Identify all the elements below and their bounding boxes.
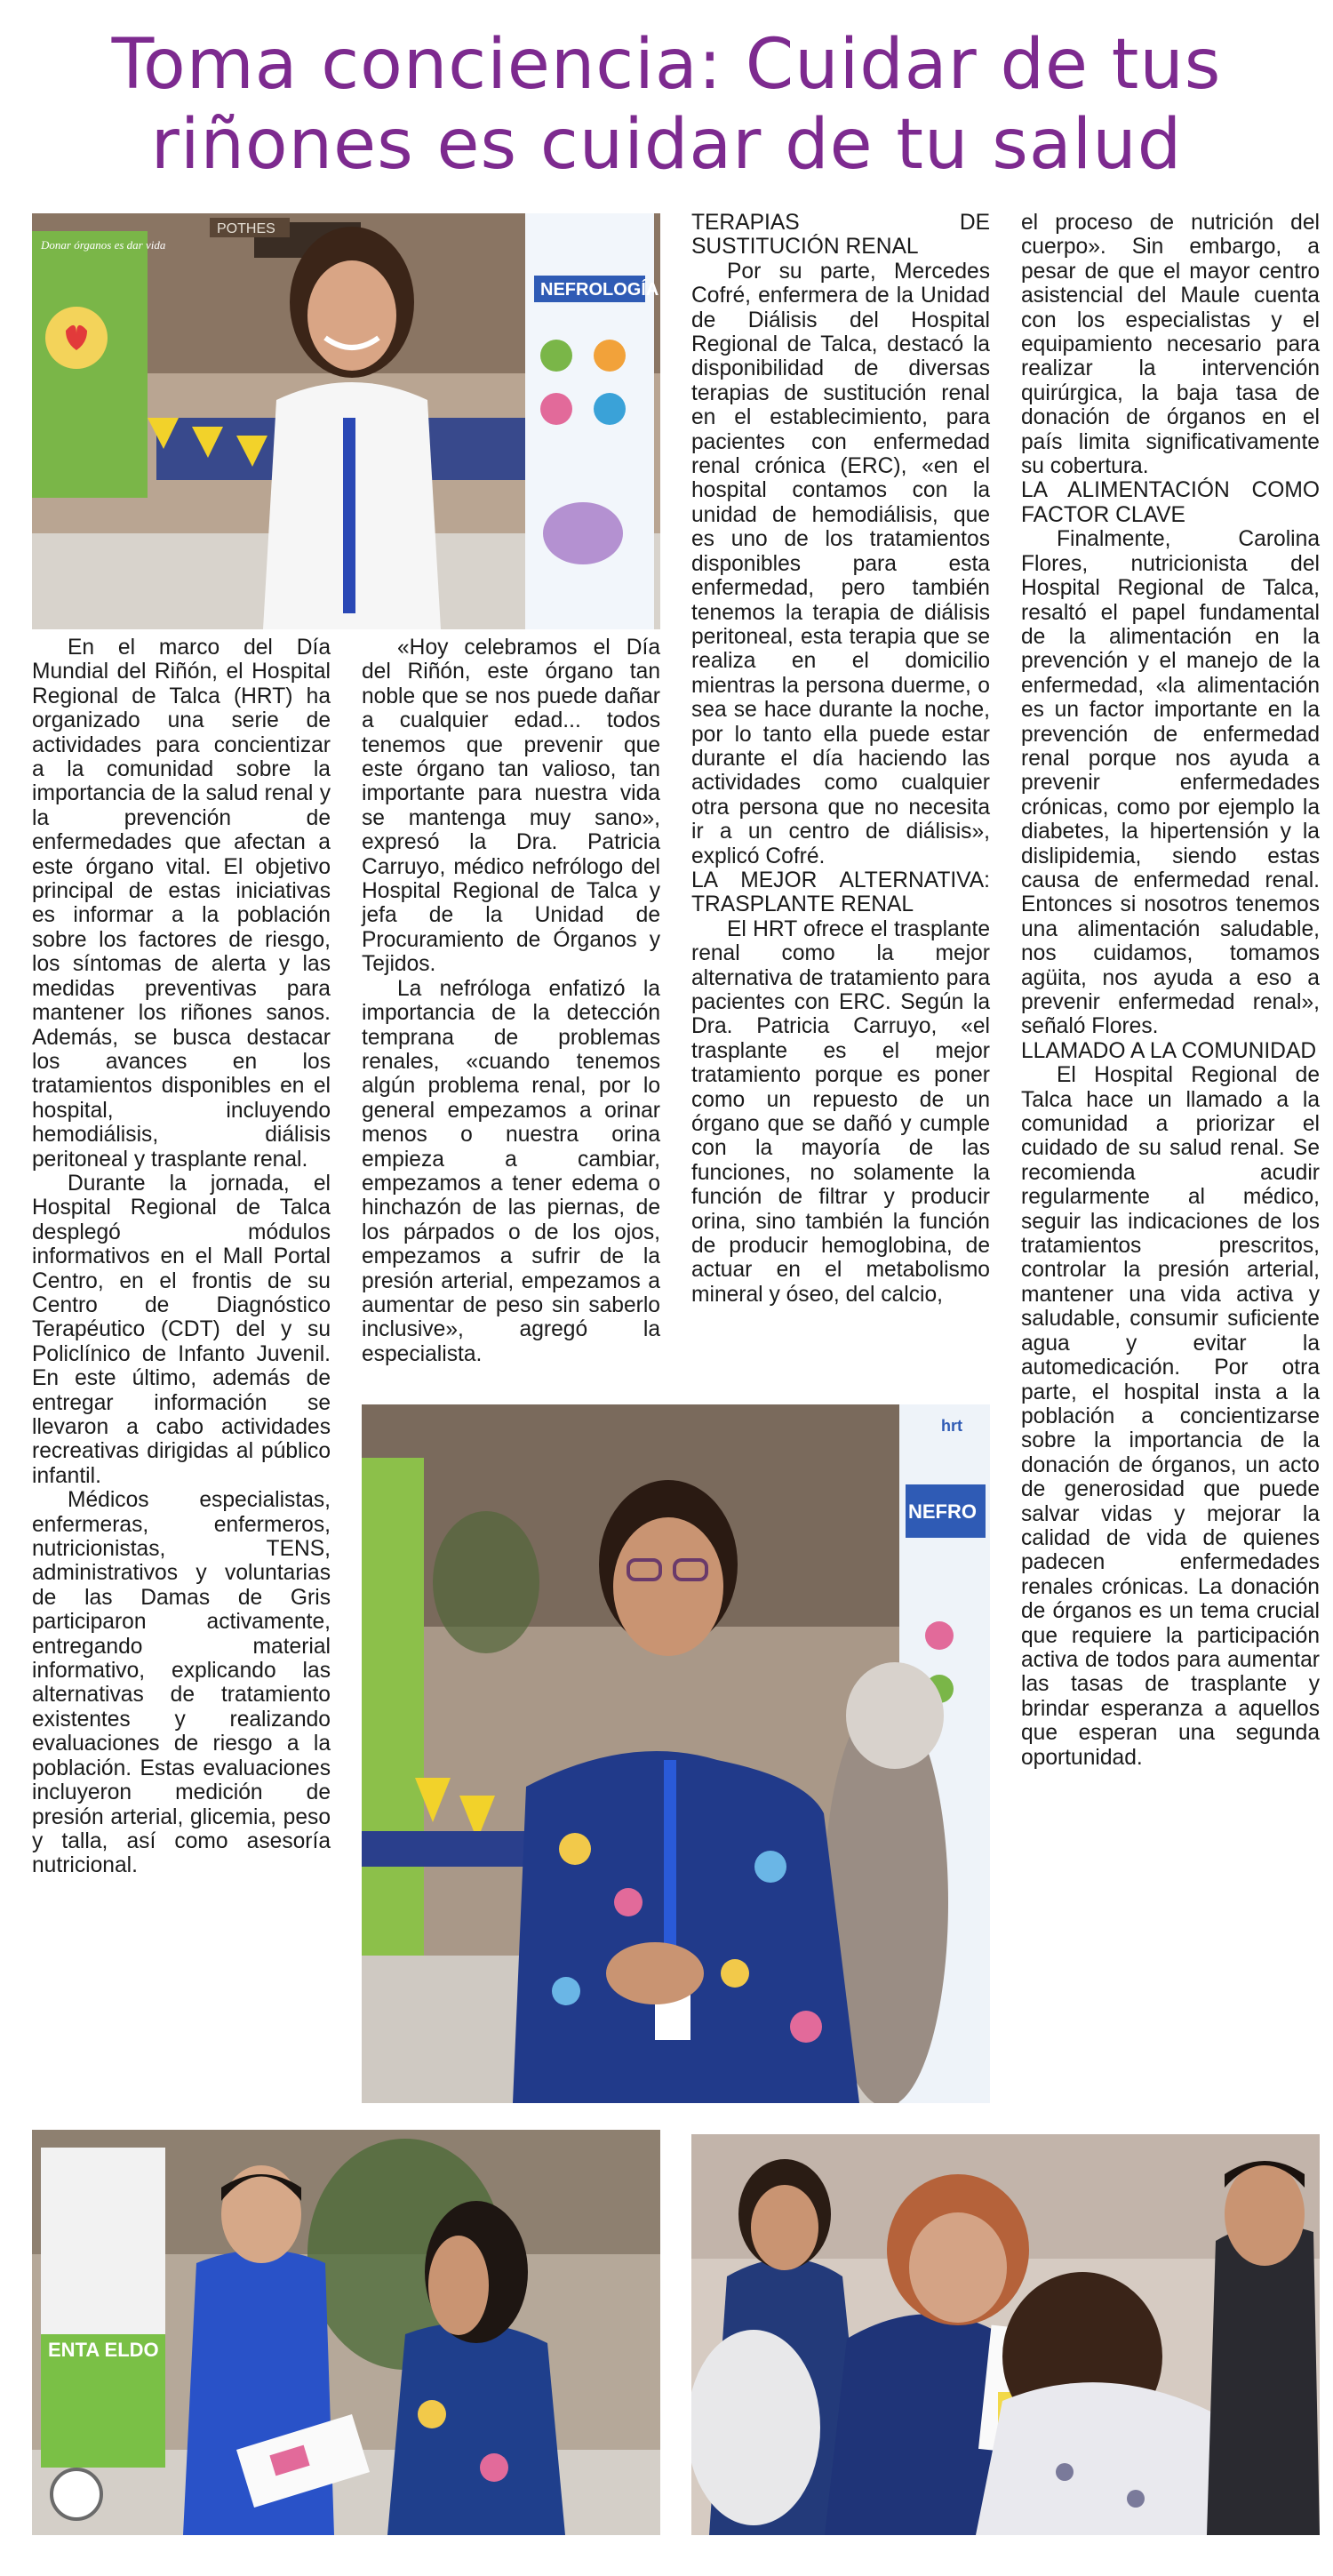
col1-paragraph-3: Médicos especialistas, enfermeras, enfermeros, nutricionistas, TENS, administrativos y voluntarias de las Damas de Gris participaron activamente, entregando material informativo, explicando las alternativas de tratamiento existentes y realizando evaluaciones de riesgo a la población. Estas evaluaciones incluyeron medición de presión arterial, glicemia, peso y talla, así como asesoría nutricional. bbox=[32, 1488, 331, 1878]
store-sign-text: POTHES bbox=[217, 221, 275, 236]
hrt-logo-text: hrt bbox=[941, 1417, 962, 1435]
photo-doctor-white-coat bbox=[32, 213, 660, 629]
headline bbox=[0, 25, 1333, 185]
col3-paragraph-1: Por su parte, Mercedes Cofré, enfermera de la Unidad de Diálisis del Hospital Regional de Talca, destacó la disponibilidad de diversas terapias de sustitución renal en el establecimiento, para pacientes con enfermedad renal crónica (ERC), «en el hospital contamos con la unidad de hemodiálisis, que es uno de los tratamientos disponibles para esta enfermedad, pero también tenemos la terapia de diálisis peritoneal, esta terapia que se realiza en el domicilio mientras la persona duerme, o sea se hace durante la noche, por lo tanto ella puede estar durante el día haciendo las actividades como cualquier otra persona que no necesita ir a un centro de diálisis», explicó Cofré. bbox=[691, 259, 990, 868]
col4-paragraph-2: El Hospital Regional de Talca hace un llamado a la comunidad a priorizar el cuidado de su salud renal. Se recomienda acudir regularmente al médico, seguir las indicaciones de los tratamientos prescritos, controlar la presión arterial, mantener una vida activa y saludable, consumir suficiente agua y evitar la automedicación. Por otra parte, el hospital insta a la población a concientizarse sobre la importancia de la donación de órganos, un acto de generosidad que puede salvar vidas y mejorar la calidad de vida de quienes padecen enfermedades renales crónicas. La donación de órganos es un tema crucial que requiere la participación activa de todos para aumentar las tasas de trasplante y brindar esperanza a aquellos que esperan una segunda oportunidad. bbox=[1021, 1063, 1320, 1770]
col2-paragraph-2: La nefróloga enfatizó la importancia de la detección temprana de problemas renales, «cuando tenemos algún problema renal, por lo general empezamos a orinar menos o nuestra orina empieza a cambiar, empezamos a tener edema o hinchazón de las piernas, de los párpados o de los ojos, empezamos a sufrir de la presión arterial, empezamos a aumentar de peso sin saberlo inclusive», agregó la especialista. bbox=[362, 976, 660, 1366]
col1-paragraph-1: En el marco del Día Mundial del Riñón, el Hospital Regional de Talca (HRT) ha organizado una serie de actividades para concientizar a la comunidad sobre la importancia de la salud renal y la prevención de enfermedades que afectan a este órgano vital. El objetivo principal de estas iniciativas es informar a la población sobre los factores de riesgo, los síntomas de alerta y las medidas preventivas para mantener los riñones sanos. Además, se busca destacar los avances en los tratamientos disponibles en el hospital, incluyendo hemodiálisis, diálisis peritoneal y trasplante renal. bbox=[32, 636, 331, 1172]
article-column-1 bbox=[32, 636, 331, 1878]
col4-paragraph-0: el proceso de nutrición del cuerpo». Sin embargo, a pesar de que el mayor centro asistencial del Maule cuenta con los especialistas y el equipamiento necesario para realizar la intervención quirúrgica, la baja tasa de donación de órganos en el país limita significativamente su cobertura. bbox=[1021, 211, 1320, 479]
photo-young-man-brochure bbox=[32, 2130, 660, 2535]
col4-subhead-2: LLAMADO A LA COMUNIDAD bbox=[1021, 1038, 1317, 1063]
cart-sign-text: ENTA ELDO bbox=[48, 2339, 159, 2361]
col3-subhead-2: LA MEJOR ALTERNATIVA: TRASPLANTE RENAL bbox=[691, 868, 990, 917]
nephrology-banner-text: NEFRO bbox=[908, 1500, 977, 1523]
col3-subhead-1: TERAPIAS DE SUSTITUCIÓN RENAL bbox=[691, 211, 990, 260]
photo-staff-attending-visitor bbox=[691, 2134, 1320, 2535]
donation-panel-text: Donar órganos es dar vida bbox=[41, 238, 166, 252]
col3-paragraph-2: El HRT ofrece el trasplante renal como la mejor alternativa de tratamiento para pacientes con ERC. Según la Dra. Patricia Carruyo, «el trasplante es el mejor tratamiento porque es poner como un repuesto de un órgano que se dañó y cumple con la mayoría de las funciones, no solamente la función de filtrar y producir orina, sino también la función de producir hemoglobina, de actuar en el metabolismo mineral y óseo, del calcio, bbox=[691, 916, 990, 1307]
article-column-3 bbox=[691, 211, 990, 1307]
col4-paragraph-1: Finalmente, Carolina Flores, nutricionista del Hospital Regional de Talca, resaltó el papel fundamental de la alimentación en la prevención y el manejo de la enfermedad, «la alimentación es un factor importante en la prevención de enfermedad renal porque nos ayuda a prevenir enfermedades crónicas, como por ejemplo la diabetes, la hipertensión y la dislipidemia, siendo estas causa de enfermedad renal. Entonces si nosotros tenemos una alimentación saludable, nos cuidamos, tomamos agüita, nos ayuda a eso a prevenir enfermedad renal», señaló Flores. bbox=[1021, 527, 1320, 1039]
headline-line-2: riñones es cuidar de tu salud bbox=[150, 105, 1183, 185]
col1-paragraph-2: Durante la jornada, el Hospital Regional de Talca desplegó módulos informativos en el Mall Portal Centro, en el frontis de su Centro de Diagnóstico Terapéutico (CDT) del y su Policlínico de Infanto Juvenil. En este último, además de entregar información se llevaron a cabo actividades recreativas dirigidas al público infantil. bbox=[32, 1171, 331, 1488]
nephrology-banner-text: NEFROLOGÍA bbox=[540, 280, 659, 300]
col4-subhead-1: LA ALIMENTACIÓN COMO FACTOR CLAVE bbox=[1021, 478, 1320, 527]
article-column-2 bbox=[362, 636, 660, 1366]
article-column-4 bbox=[1021, 211, 1320, 1770]
headline-line-1: Toma conciencia: Cuidar de tus bbox=[111, 25, 1222, 105]
col2-paragraph-1: «Hoy celebramos el Día del Riñón, este órgano tan noble que se nos puede dañar a cualquier edad... todos tenemos que prevenir que este órgano tan valioso, tan importante para nuestra vida se mantenga muy sano», expresó la Dra. Patricia Carruyo, médico nefrólogo del Hospital Regional de Talca y jefa de la Unidad de Procuramiento de Órganos y Tejidos. bbox=[362, 636, 660, 977]
photo-nurse-patterned-top bbox=[362, 1404, 990, 2103]
